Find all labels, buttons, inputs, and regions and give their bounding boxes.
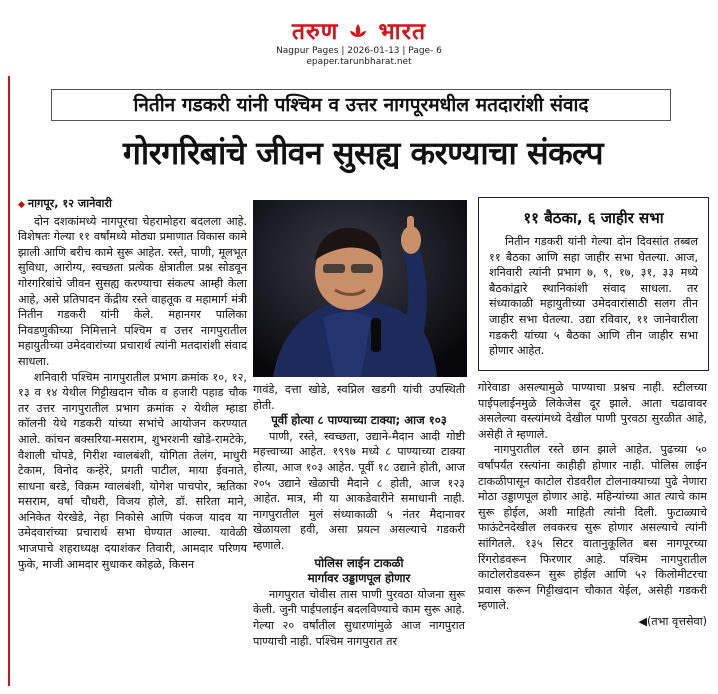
sidebar-box [478, 197, 709, 371]
agency-credit [478, 614, 707, 630]
article-column-3 [478, 380, 707, 630]
sidebar-box-body: नितीन गडकरी यांनी गेल्या दोन दिवसांत तब्बल ११ बैठका आणि सहा जाहीर सभा घेतल्या. आज, शनिवारी त्यांनी प्रभाग ७, ९, १७, ३१, ३३ मध्ये बैठकांद्वारे स्थानिकांशी संवाद साधला. तर संध्याकाळी महायुतीच्या उमेदवारांसाठी सलग तीन जाहीर सभा घेतल्या. उद्या रविवार, ११ जानेवारीला गडकरी यांच्या ५ बैठका आणि तीन जाहीर सभा होणार आहेत. [489, 235, 698, 358]
edition-line: Nagpur Pages | 2026-01-13 | Page- 6 [276, 46, 442, 56]
diamond-bullet-icon: ◆ [18, 200, 25, 210]
brand-left: तरुण [291, 18, 339, 45]
dateline-paragraph [18, 196, 247, 214]
newspaper-logo [0, 14, 718, 46]
margin-rule [8, 76, 10, 686]
body-paragraph: नागपुरात चोवीस तास पाणी पुरवठा योजना सुरू केली. जुनी पाईपलाईन बदलविण्याचे काम सुरू आहे. गेल्या २० वर्षांतील सुधारणांमुळे आज नागपुरात पाण्याची नाही. पश्चिम नागपुरात तर [253, 587, 465, 648]
body-paragraph: दोन दशकांमध्ये नागपूरचा चेहरामोहरा बदलला आहे. विशेषतः गेल्या ११ वर्षांमध्ये मोठ्या प्रमाणात विकास कामे झाली आणि बरीच कामे सुरू आहेत. रस्ते, पाणी, मूलभूत सुविधा, आरोग्य, स्वच्छता प्रत्येक क्षेत्रातील प्रश्न सोडवून गोरगरिबांचे जीवन सुसह्य करण्याचा संकल्प आम्ही केला आहे, असे प्रतिपादन केंद्रीय रस्ते वाहतूक व महामार्ग मंत्री नितीन गडकरी यांनी केले. महानगर पालिका निवडणुकीच्या निमित्ताने पश्चिम व उत्तर नागपुरातील महायुतीच्या उमेदवारांच्या प्रचारार्थ त्यांनी मतदारांशी संवाद साधला. [18, 214, 247, 368]
body-paragraph: नागपुरातील रस्ते छान झाले आहेत. पुढच्या ५० वर्षांपर्यंत रस्त्यांना काहीही होणार नाही. पोलिस लाईन टाकळीपासून काटोल रोडवरील टोलनाक्याच्या पुढे नेणारा मोठा उड्डाणपूल होणार आहे. महिन्यांच्या आत त्याचे काम सुरू होईल, अशी माहिती त्यांनी दिली. फुटाळ्याचे फाऊंटेनदेखील लवकरच सुरू होणार असल्याचे त्यांनी सांगितले. १३५ सिटर वातानुकूलित बस नागपूरच्या रिंगरोडवरून फिरणार आहे. पश्चिम नागपुरातील काटोलरोडवरून सुरू होईल आणि ५२ किलोमीटरचा प्रवास करून गिट्टीखदान चौकात येईल, असेही गडकरी म्हणाले. [478, 443, 707, 613]
triangle-marker-icon: ◀ [638, 614, 647, 628]
epaper-url[interactable]: epaper.tarunbharat.net [306, 57, 412, 67]
article-photo [253, 200, 467, 377]
masthead [0, 0, 718, 72]
body-paragraph: गोरेवाडा असल्यामुळे पाण्याचा प्रश्नच नाही. स्टीलच्या पाईपलाईनमुळे लिकेजेस दूर झाले. आता चढावावर असलेल्या वस्त्यांमध्ये देखील पाणी पुरवठा सुरळीत आहे, असेही ते म्हणाले. [478, 381, 707, 441]
article-column-2 [253, 382, 465, 649]
subheading: पोलिस लाईन टाकळी [314, 555, 404, 570]
sidebar-box-title: ११ बैठका, ६ जाहीर सभा [523, 209, 664, 227]
subheading: पूर्वी होत्या ८ पाण्याच्या टाक्या; आज १०३ [271, 413, 447, 428]
article-column-1 [18, 196, 247, 572]
body-paragraph: शनिवारी पश्चिम नागपुरातील प्रभाग क्रमांक १०, १२, १३ व १४ येथील गिट्टीखदान चौक व हजारी पहाड चौक तर उत्तर नागपुरातील प्रभाग क्रमांक २ येथील म्हाडा कॉलनी येथे गडकरी यांच्या सभांचे आयोजन करण्यात आले. कांचन बक्सरिया-मसराम, शुभरशनी खोडे-रामटेके, वैशाली चोपडे, गिरीश ग्वालबंशी, योगिता तेलंग, माधुरी टेकाम, विनोद कन्हेरे, प्रगती पाटील, माया ईवनाते, साधना बरडे, विक्रम ग्वालबंशी, योगेश पाचपोर, ऋतिका मसराम, वर्षा चौधरी, विजय होले, डॉ. सरिता माने, अनिकेत येरखेडे, नेहा निकोसे आणि पंकज यादव या उमेदवारांच्या प्रचारार्थ सभा घेण्यात आल्या. यावेळी भाजपाचे शहराध्यक्ष दयाशंकर तिवारी, आमदार परिणय फुके, माजी आमदार सुधाकर कोहळे, किसन [18, 370, 247, 571]
main-headline: गोरगरिबांचे जीवन सुसह्य करण्याचा संकल्प [122, 134, 604, 172]
body-paragraph: पाणी, रस्ते, स्वच्छता, उद्याने-मैदान आदी गोष्टी महत्त्वाच्या आहेत. १९९७ मध्ये ८ पाण्याच्या टाक्या होत्या, आज १०३ आहेत. पूर्वी १८ उद्याने होती, आज २०५ उद्याने खेळाची मैदाने ८ होती, आज १२३ आहेत. मात्र, मी या आकडेवारीने समाधानी नाही. नागपुरातील मुलं संध्याकाळी ५ नंतर मैदानावर खेळायला हवी, असा प्रयत्न असल्याचे गडकरी म्हणाले. [253, 429, 465, 552]
brand-right: भारत [378, 18, 427, 45]
subheading: मार्गावर उड्डाणपूल होणार [307, 571, 411, 586]
body-paragraph: गावंडे, दत्ता खोडे, स्वप्निल खडगी यांची उपस्थिती होती. [253, 383, 465, 412]
dateline: नागपूर, १२ जानेवारी [27, 197, 112, 210]
agency-label: (तभा वृत्तसेवा) [646, 614, 707, 628]
kicker-headline: नितीन गडकरी यांनी पश्चिम व उत्तर नागपूरमधील मतदारांशी संवाद [51, 89, 671, 121]
lotus-icon [349, 18, 367, 34]
